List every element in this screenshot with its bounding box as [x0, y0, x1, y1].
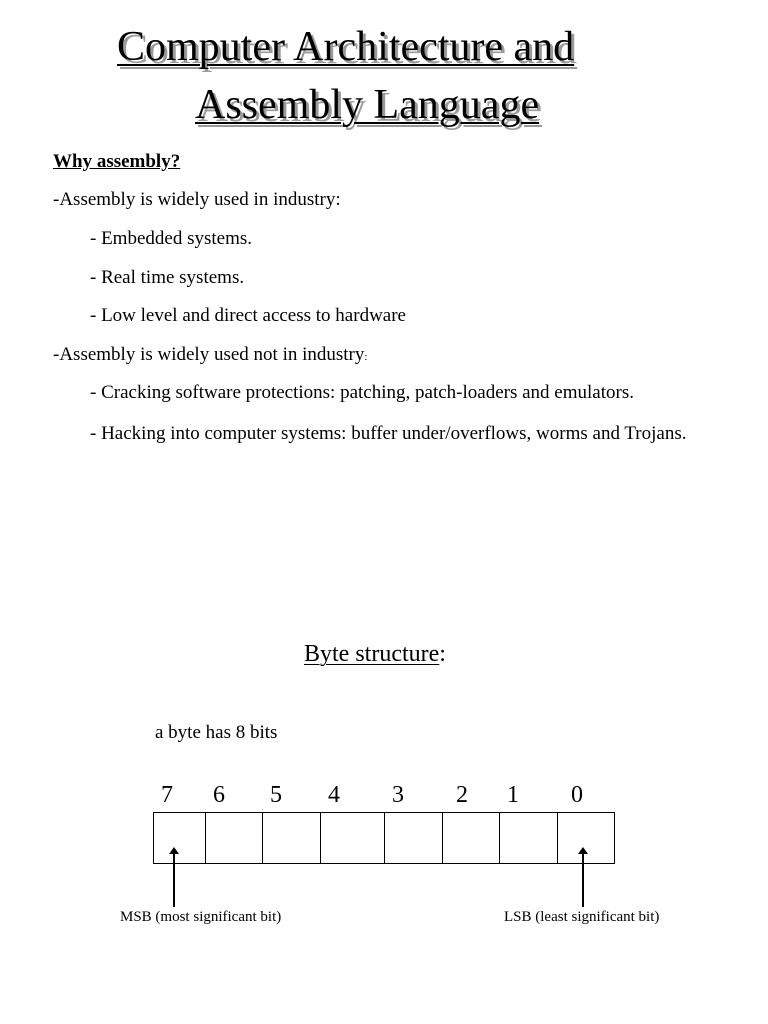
cell-divider: [320, 813, 321, 863]
bit-number-4: 4: [328, 782, 340, 808]
bit-number-2: 2: [456, 782, 468, 808]
lsb-arrow-icon: [582, 853, 584, 907]
byte-structure-title: [304, 640, 446, 669]
page-title-line-2: Assembly Language: [195, 82, 540, 128]
cell-divider: [499, 813, 500, 863]
sub-bullet-embedded: - Embedded systems.: [90, 228, 253, 249]
cell-divider: [205, 813, 206, 863]
sub-bullet-cracking: - Cracking software protections: patching, patch-loaders and emulators.: [90, 382, 634, 403]
byte-cell-grid: [153, 812, 615, 864]
sub-bullet-real-time: - Real time systems.: [90, 267, 245, 288]
msb-arrow-icon: [173, 853, 175, 907]
cell-divider: [557, 813, 558, 863]
bit-number-5: 5: [270, 782, 282, 808]
page-title-line-1: Computer Architecture and: [117, 24, 575, 70]
bit-number-0: 0: [571, 782, 583, 808]
bullet-industry: -Assembly is widely used in industry:: [53, 189, 341, 210]
cell-divider: [384, 813, 385, 863]
bullet-not-industry: [53, 344, 367, 367]
bit-number-3: 3: [392, 782, 404, 808]
bullet-not-industry-colon: :: [364, 351, 368, 363]
bullet-not-industry-label: -Assembly is widely used not in industry: [53, 344, 365, 365]
msb-label: MSB (most significant bit): [120, 909, 282, 925]
byte-caption: a byte has 8 bits: [155, 722, 278, 743]
cell-divider: [442, 813, 443, 863]
bit-number-6: 6: [213, 782, 225, 808]
cell-divider: [262, 813, 263, 863]
lsb-label: LSB (least significant bit): [504, 909, 660, 925]
byte-structure-title-colon: :: [439, 641, 446, 667]
sub-bullet-low-level: - Low level and direct access to hardware: [90, 305, 406, 326]
byte-structure-title-text: Byte structure: [304, 641, 440, 667]
section-heading-why-assembly: Why assembly?: [53, 151, 181, 172]
bit-number-1: 1: [507, 782, 519, 808]
sub-bullet-hacking: - Hacking into computer systems: buffer under/overflows, worms and Trojans.: [90, 423, 687, 444]
bit-number-7: 7: [161, 782, 173, 808]
